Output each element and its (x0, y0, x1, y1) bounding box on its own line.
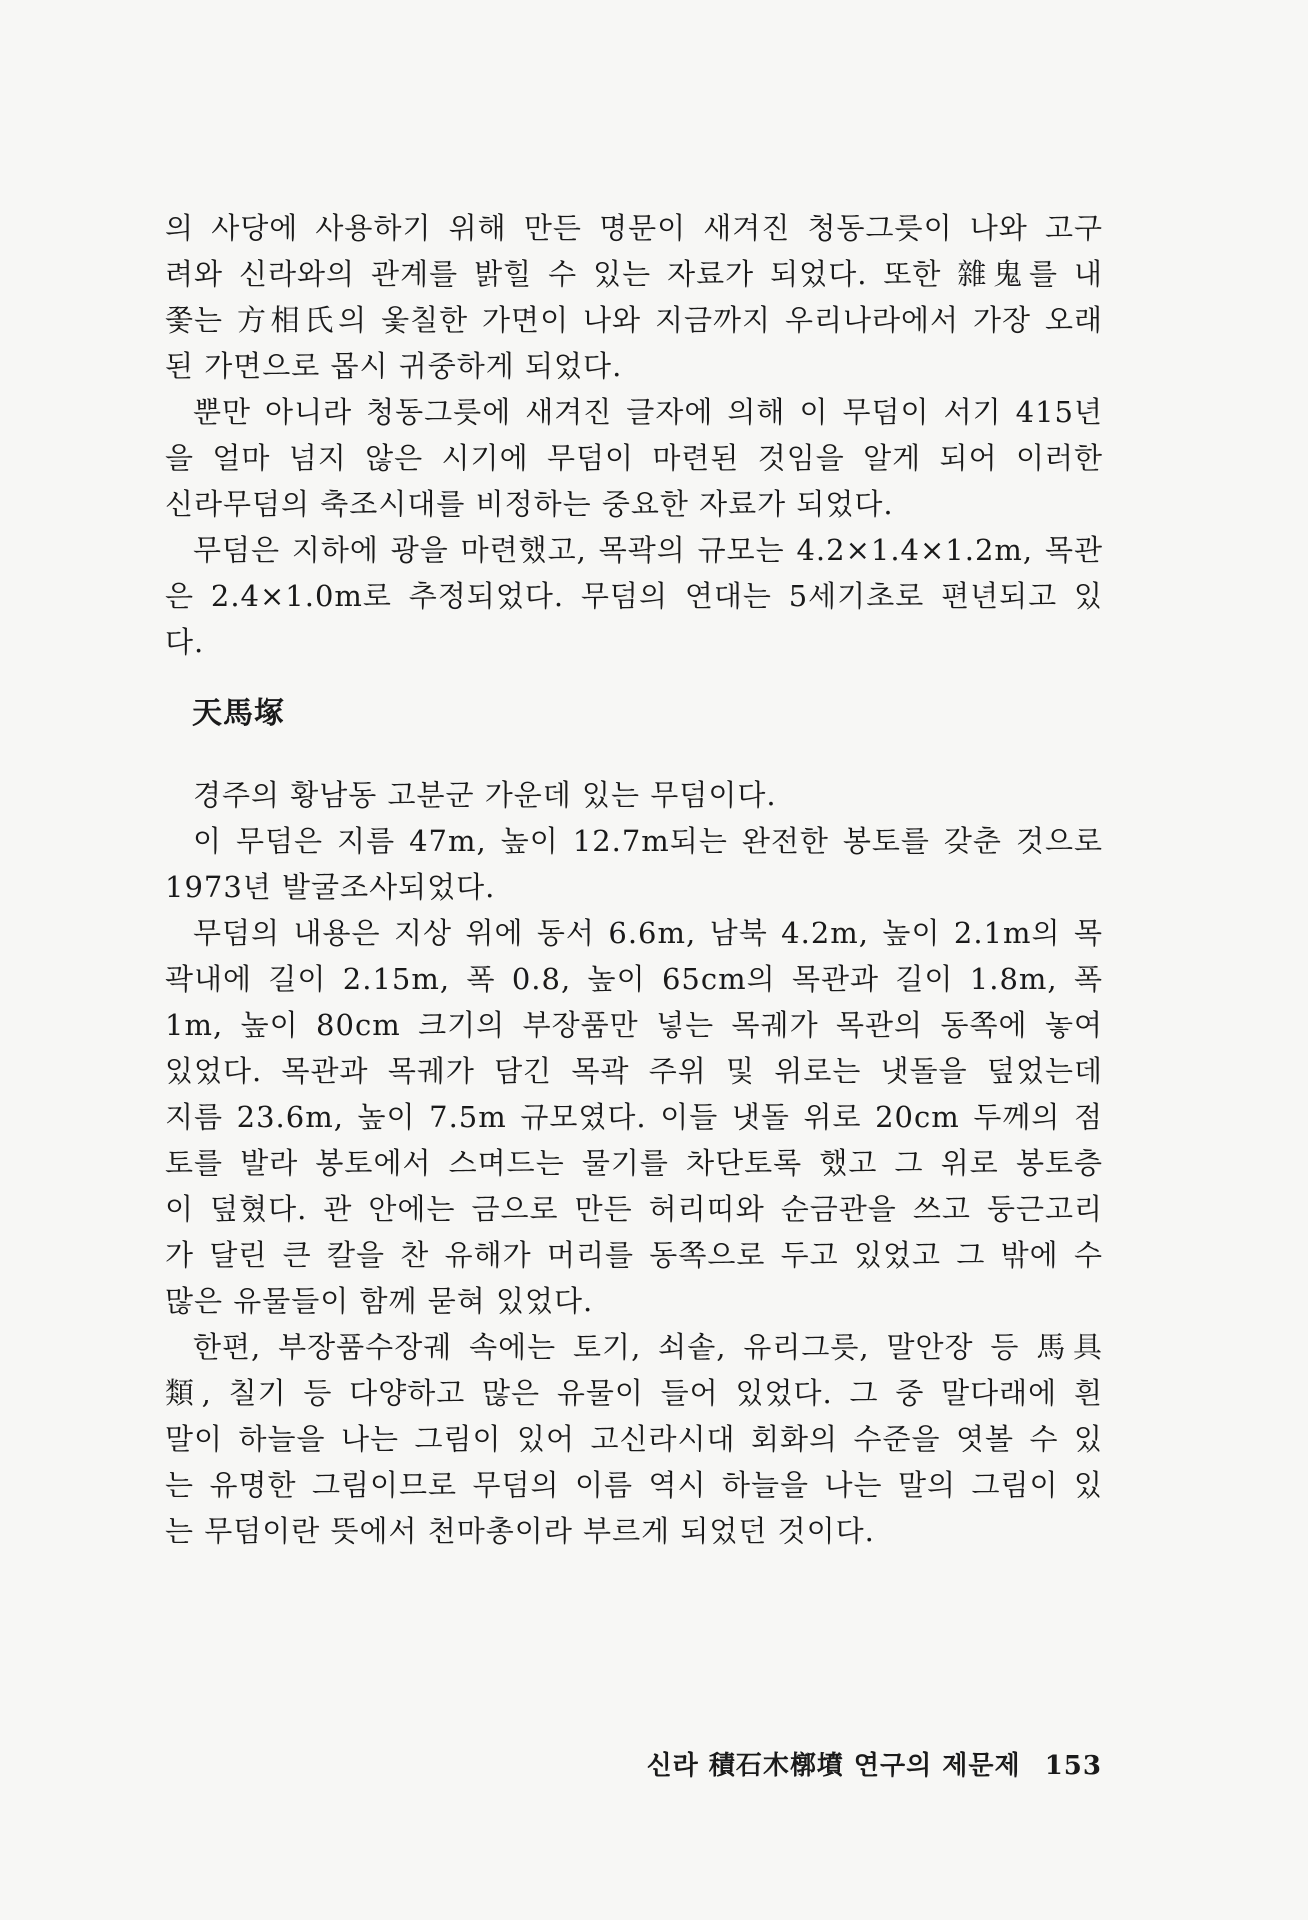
text-line: 은 2.4×1.0m로 추정되었다. 무덤의 연대는 5세기초로 편년되고 있 (165, 579, 1103, 613)
page-number: 153 (1044, 1751, 1102, 1781)
text-line: 말이 하늘을 나는 그림이 있어 고신라시대 회화의 수준을 엿볼 수 있 (165, 1422, 1103, 1456)
text-line: 많은 유물들이 함께 묻혀 있었다. (165, 1284, 594, 1318)
page-footer (633, 1745, 1102, 1782)
text-line: 곽내에 길이 2.15m, 폭 0.8, 높이 65cm의 목관과 길이 1.8m, 폭 (165, 962, 1103, 996)
text-line: 는 무덤이란 뜻에서 천마총이라 부르게 되었던 것이다. (165, 1514, 875, 1548)
text-line: 무덤의 내용은 지상 위에 동서 6.6m, 남북 4.2m, 높이 2.1m의 목 (193, 916, 1103, 950)
text-line: 는 유명한 그림이므로 무덤의 이름 역시 하늘을 나는 말의 그림이 있 (165, 1468, 1103, 1502)
text-line: 있었다. 목관과 목궤가 담긴 목곽 주위 및 위로는 냇돌을 덮었는데 (165, 1054, 1103, 1088)
text-line: 1m, 높이 80cm 크기의 부장품만 넣는 목궤가 목관의 동쪽에 놓여 (165, 1008, 1103, 1042)
text-line: 뿐만 아니라 청동그릇에 새겨진 글자에 의해 이 무덤이 서기 415년 (193, 395, 1103, 429)
section-2-text (165, 772, 1103, 1554)
text-line: 무덤은 지하에 광을 마련했고, 목곽의 규모는 4.2×1.4×1.2m, 목관 (193, 533, 1103, 567)
section-1-text (165, 205, 1103, 665)
text-line: 가 달린 큰 칼을 찬 유해가 머리를 동쪽으로 두고 있었고 그 밖에 수 (165, 1238, 1103, 1272)
section-heading: 天馬塚 (192, 696, 285, 731)
text-line: 쫓는 方相氏의 옻칠한 가면이 나와 지금까지 우리나라에서 가장 오래 (165, 303, 1103, 337)
running-title: 신라 積石木槨墳 연구의 제문제 (646, 1751, 1021, 1781)
text-line: 이 무덤은 지름 47m, 높이 12.7m되는 완전한 봉토를 갖춘 것으로 (193, 824, 1103, 858)
text-line: 경주의 황남동 고분군 가운데 있는 무덤이다. (193, 778, 777, 812)
text-line: 의 사당에 사용하기 위해 만든 명문이 새겨진 청동그릇이 나와 고구 (165, 211, 1103, 245)
text-line: 한편, 부장품수장궤 속에는 토기, 쇠솥, 유리그릇, 말안장 등 馬具 (193, 1330, 1103, 1364)
text-line: 다. (165, 625, 205, 659)
text-line: 지름 23.6m, 높이 7.5m 규모였다. 이들 냇돌 위로 20cm 두께의 점 (165, 1100, 1103, 1134)
text-line: 토를 발라 봉토에서 스며드는 물기를 차단토록 했고 그 위로 봉토층 (165, 1146, 1103, 1180)
text-line: 신라무덤의 축조시대를 비정하는 중요한 자료가 되었다. (165, 487, 894, 521)
text-line: 이 덮혔다. 관 안에는 금으로 만든 허리띠와 순금관을 쓰고 둥근고리 (165, 1192, 1103, 1226)
text-line: 을 얼마 넘지 않은 시기에 무덤이 마련된 것임을 알게 되어 이러한 (165, 441, 1103, 475)
text-line: 된 가면으로 몹시 귀중하게 되었다. (165, 349, 623, 383)
text-line: 1973년 발굴조사되었다. (165, 870, 496, 904)
text-line: 려와 신라와의 관계를 밝힐 수 있는 자료가 되었다. 또한 雜鬼를 내 (165, 257, 1103, 291)
text-line: 類, 칠기 등 다양하고 많은 유물이 들어 있었다. 그 중 말다래에 흰 (165, 1376, 1103, 1410)
